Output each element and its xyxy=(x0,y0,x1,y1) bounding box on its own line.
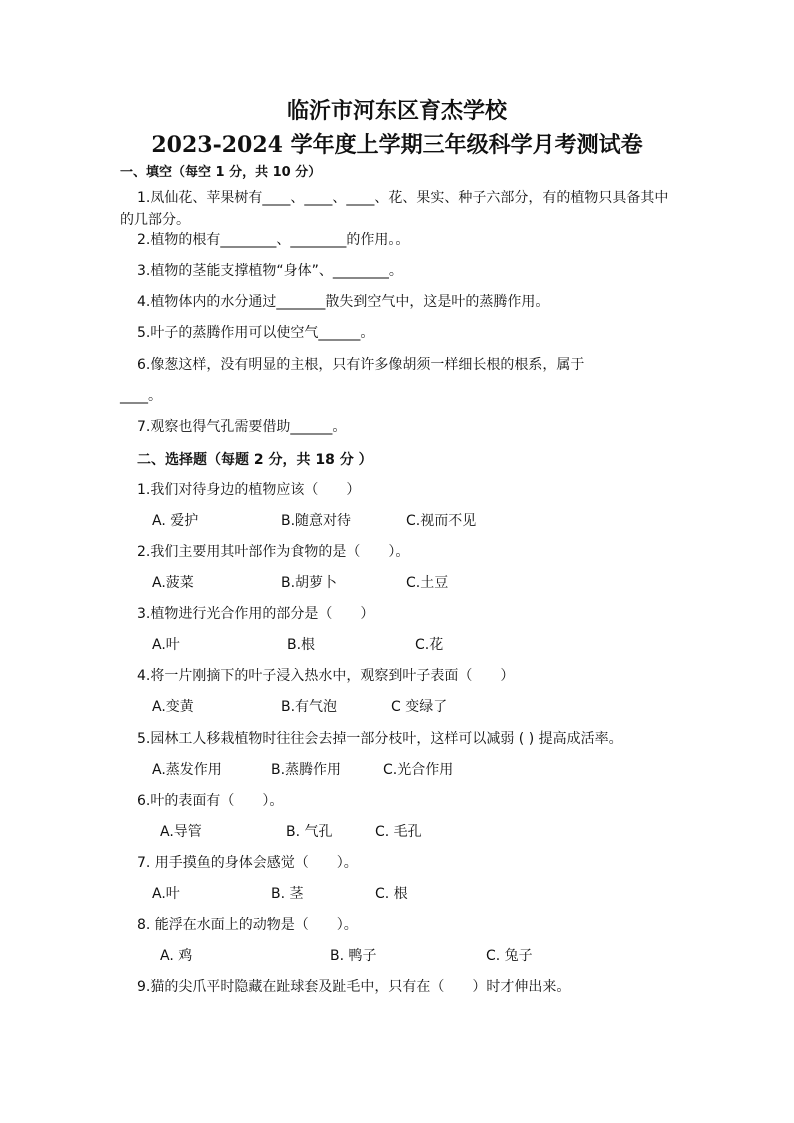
option-a: A.导管 xyxy=(160,824,202,840)
fill-question-4: 4.植物体内的水分通过_______散失到空气中，这是叶的蒸腾作用。 xyxy=(137,294,550,310)
option-b: B. 气孔 xyxy=(286,824,333,840)
fill-question-7: 7.观察也得气孔需要借助______。 xyxy=(137,419,347,435)
option-a: A.叶 xyxy=(152,637,180,653)
option-a: A.叶 xyxy=(152,886,180,902)
choice-question-8: 8. 能浮在水面上的动物是（ ）。 xyxy=(137,917,358,933)
section1-heading: 一、填空（每空 1 分，共 10 分） xyxy=(120,165,322,180)
choice-question-9: 9.猫的尖爪平时隐藏在趾球套及趾毛中，只有在（ ）时才伸出来。 xyxy=(137,979,571,995)
option-b: B. 茎 xyxy=(271,886,304,902)
choice-question-7: 7. 用手摸鱼的身体会感觉（ ）。 xyxy=(137,855,358,871)
option-a: A.菠菜 xyxy=(152,575,194,591)
option-b: B. 鸭子 xyxy=(330,948,377,964)
option-a: A. 鸡 xyxy=(160,948,193,964)
choice-question-5: 5.园林工人移栽植物时往往会去掉一部分枝叶，这样可以减弱 ( ) 提高成活率。 xyxy=(137,731,623,747)
option-c: C.土豆 xyxy=(406,575,449,591)
option-b: B.根 xyxy=(287,637,316,653)
option-b: B.随意对待 xyxy=(281,513,352,529)
choice-question-6: 6.叶的表面有（ ）。 xyxy=(137,793,284,809)
option-a: A.蒸发作用 xyxy=(152,762,222,778)
choice-question-4: 4.将一片刚摘下的叶子浸入热水中，观察到叶子表面（ ） xyxy=(137,668,515,684)
option-c: C. 毛孔 xyxy=(375,824,422,840)
fill-question-1 xyxy=(120,187,680,231)
fill-question-2: 2.植物的根有________、________的作用。。 xyxy=(137,232,410,248)
fill-question-1-text: 1.凤仙花、苹果树有____、____、____、花、果实、种子六部分，有的植物只具备其中的几部分。 xyxy=(120,190,669,228)
fill-question-3: 3.植物的茎能支撑植物“身体”、________。 xyxy=(137,263,403,279)
option-a: A.变黄 xyxy=(152,699,194,715)
option-c: C. 兔子 xyxy=(486,948,533,964)
option-b: B.有气泡 xyxy=(281,699,338,715)
option-a: A. 爱护 xyxy=(152,513,199,529)
choice-question-2: 2.我们主要用其叶部作为食物的是（ ）。 xyxy=(137,544,410,560)
fill-question-6-blank: ____。 xyxy=(120,388,162,404)
option-b: B.蒸腾作用 xyxy=(271,762,342,778)
option-c: C.视而不见 xyxy=(406,513,477,529)
choice-question-3: 3.植物进行光合作用的部分是（ ） xyxy=(137,606,375,622)
section2-heading: 二、选择题（每题 2 分，共 18 分 ） xyxy=(137,452,373,468)
fill-question-6: 6.像葱这样，没有明显的主根，只有许多像胡须一样细长根的根系，属于 xyxy=(137,357,585,373)
option-c: C 变绿了 xyxy=(391,699,448,715)
fill-question-5: 5.叶子的蒸腾作用可以使空气______。 xyxy=(137,325,375,341)
option-c: C.花 xyxy=(415,637,444,653)
option-c: C.光合作用 xyxy=(383,762,454,778)
school-name: 临沂市河东区育杰学校 xyxy=(286,98,507,124)
choice-question-1: 1.我们对待身边的植物应该（ ） xyxy=(137,482,361,498)
exam-title: 2023-2024 学年度上学期三年级科学月考测试卷 xyxy=(151,132,643,158)
option-b: B.胡萝卜 xyxy=(281,575,338,591)
option-c: C. 根 xyxy=(375,886,408,902)
